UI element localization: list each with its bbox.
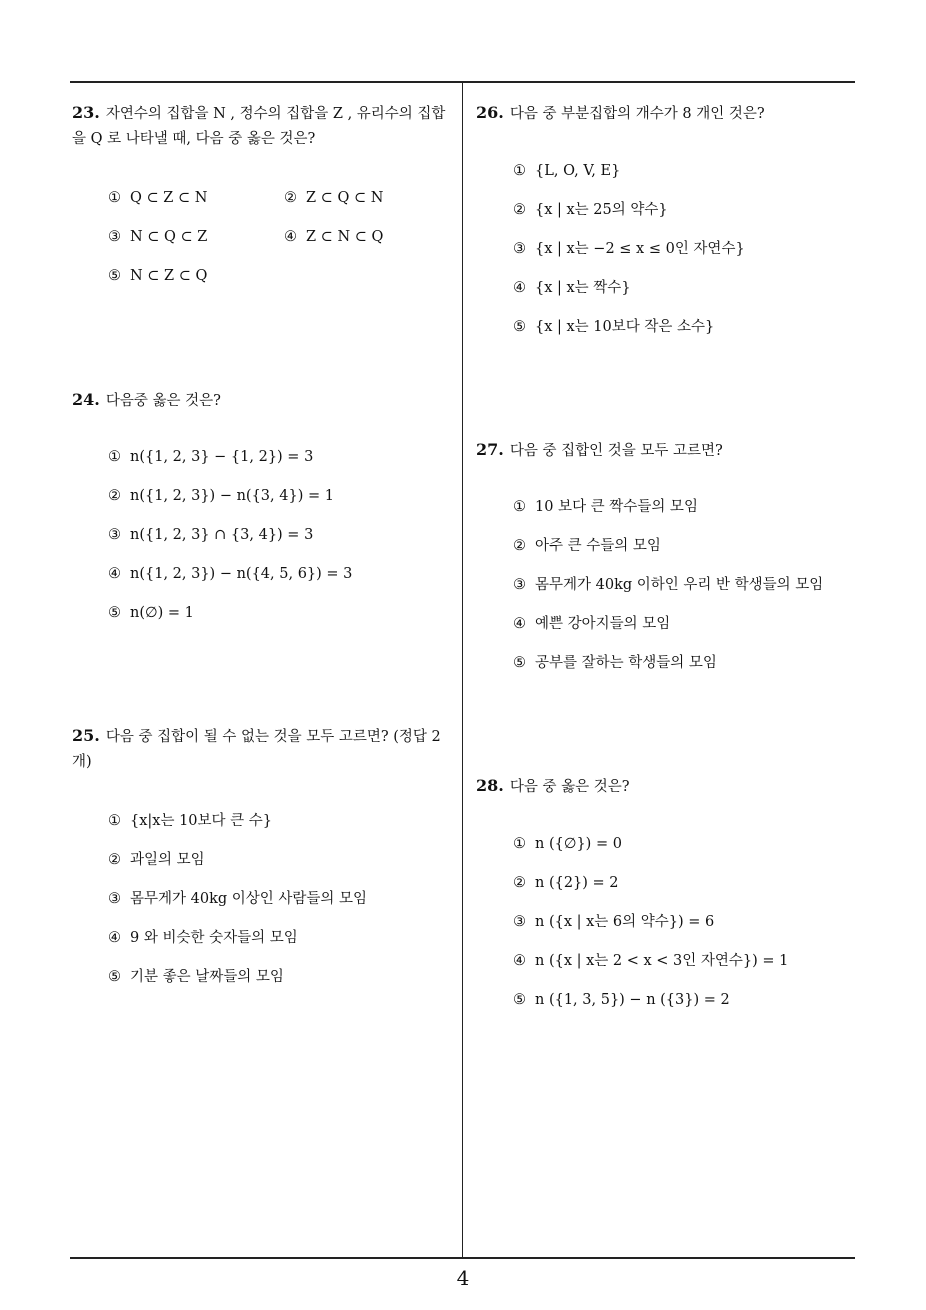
option-mark: ① — [108, 449, 121, 465]
option-mark: ① — [108, 813, 121, 829]
option-text: Z ⊂ N ⊂ Q — [306, 229, 384, 245]
option-text: 몸무게가 40kg 이하인 우리 반 학생들의 모임 — [535, 577, 824, 593]
option-mark: ⑤ — [513, 319, 526, 335]
option-mark: ③ — [513, 577, 526, 593]
option-mark: ④ — [108, 566, 121, 582]
option-2[interactable] — [513, 535, 661, 557]
question-stem: 다음 중 부분집합의 개수가 8 개인 것은? — [509, 106, 765, 122]
question-stem: 다음 중 집합이 될 수 없는 것을 모두 고르면? (정답 2개) — [72, 729, 441, 770]
option-text: Z ⊂ Q ⊂ N — [306, 190, 384, 206]
option-text: {x | x는 10보다 작은 소수} — [535, 319, 715, 335]
option-text: n ({x | x는 6의 약수}) = 6 — [535, 914, 715, 930]
bottom-rule — [70, 1257, 855, 1259]
question-stem: 다음 중 옳은 것은? — [509, 779, 630, 795]
option-mark: ③ — [108, 527, 121, 543]
page-number: 4 — [456, 1266, 470, 1290]
option-text: n ({∅}) = 0 — [535, 836, 622, 852]
option-mark: ② — [513, 202, 526, 218]
question-number: 23. — [72, 103, 100, 122]
question-25 — [72, 723, 456, 775]
option-4[interactable] — [108, 563, 352, 585]
option-1[interactable] — [108, 446, 313, 468]
option-mark: ⑤ — [108, 268, 121, 284]
option-1[interactable] — [513, 160, 620, 182]
question-23 — [72, 100, 456, 152]
option-mark: ④ — [513, 953, 526, 969]
option-1[interactable] — [513, 496, 698, 518]
option-text: {x | x는 짝수} — [535, 280, 631, 296]
option-text: n ({x | x는 2 < x < 3인 자연수}) = 1 — [535, 953, 789, 969]
option-text: {L, O, V, E} — [535, 163, 621, 179]
option-text: 예쁜 강아지들의 모임 — [535, 616, 671, 632]
option-text: n ({1, 3, 5}) − n ({3}) = 2 — [535, 992, 730, 1008]
option-2[interactable] — [108, 485, 334, 507]
option-1[interactable] — [108, 810, 272, 832]
option-2[interactable] — [108, 849, 205, 871]
option-5[interactable] — [108, 602, 194, 624]
option-text: 공부를 잘하는 학생들의 모임 — [535, 655, 717, 671]
option-3[interactable] — [513, 911, 714, 933]
option-text: 9 와 비슷한 숫자들의 모임 — [130, 930, 298, 946]
option-4[interactable] — [513, 277, 631, 299]
question-26 — [476, 100, 856, 127]
option-text: 과일의 모임 — [130, 852, 205, 868]
option-3[interactable] — [108, 226, 207, 248]
option-2[interactable] — [513, 872, 619, 894]
column-divider — [462, 83, 463, 1257]
option-mark: ⑤ — [513, 992, 526, 1008]
option-2[interactable] — [513, 199, 668, 221]
option-text: n({1, 2, 3} ∩ {3, 4}) = 3 — [130, 527, 314, 543]
option-mark: ③ — [513, 914, 526, 930]
option-text: n ({2}) = 2 — [535, 875, 619, 891]
option-mark: ⑤ — [108, 969, 121, 985]
question-number: 27. — [476, 440, 504, 459]
option-2[interactable] — [284, 187, 383, 209]
option-text: n({1, 2, 3}) − n({4, 5, 6}) = 3 — [130, 566, 353, 582]
option-mark: ② — [513, 875, 526, 891]
option-mark: ③ — [513, 241, 526, 257]
question-stem: 자연수의 집합을 N , 정수의 집합을 Z , 유리수의 집합을 Q 로 나타낼 때, 다음 중 옳은 것은? — [72, 106, 446, 147]
option-text: n(∅) = 1 — [130, 605, 194, 621]
option-mark: ① — [513, 163, 526, 179]
option-text: {x | x는 −2 ≤ x ≤ 0인 자연수} — [535, 241, 745, 257]
option-text: Q ⊂ Z ⊂ N — [130, 190, 208, 206]
option-4[interactable] — [513, 950, 788, 972]
option-5[interactable] — [108, 966, 284, 988]
option-text: {x|x는 10보다 큰 수} — [130, 813, 273, 829]
option-3[interactable] — [513, 238, 745, 260]
option-text: 몸무게가 40kg 이상인 사람들의 모임 — [130, 891, 368, 907]
question-27 — [476, 437, 856, 464]
option-3[interactable] — [108, 524, 313, 546]
option-mark: ② — [108, 852, 121, 868]
question-number: 26. — [476, 103, 504, 122]
option-mark: ③ — [108, 891, 121, 907]
question-stem: 다음 중 집합인 것을 모두 고르면? — [509, 443, 723, 459]
option-4[interactable] — [108, 927, 298, 949]
option-mark: ③ — [108, 229, 121, 245]
option-mark: ⑤ — [108, 605, 121, 621]
option-1[interactable] — [108, 187, 207, 209]
question-number: 25. — [72, 726, 100, 745]
option-text: n({1, 2, 3}) − n({3, 4}) = 1 — [130, 488, 334, 504]
option-4[interactable] — [284, 226, 383, 248]
option-mark: ① — [108, 190, 121, 206]
option-4[interactable] — [513, 613, 670, 635]
option-text: N ⊂ Q ⊂ Z — [130, 229, 208, 245]
option-3[interactable] — [108, 888, 367, 910]
option-1[interactable] — [513, 833, 622, 855]
option-text: {x | x는 25의 약수} — [535, 202, 668, 218]
question-number: 28. — [476, 776, 504, 795]
option-mark: ② — [513, 538, 526, 554]
option-5[interactable] — [108, 265, 207, 287]
question-28 — [476, 773, 856, 800]
option-text: n({1, 2, 3} − {1, 2}) = 3 — [130, 449, 314, 465]
option-mark: ④ — [284, 229, 297, 245]
option-mark: ④ — [108, 930, 121, 946]
option-mark: ⑤ — [513, 655, 526, 671]
option-mark: ② — [284, 190, 297, 206]
option-text: 10 보다 큰 짝수들의 모임 — [535, 499, 698, 515]
option-mark: ② — [108, 488, 121, 504]
option-5[interactable] — [513, 316, 714, 338]
option-mark: ① — [513, 499, 526, 515]
option-mark: ① — [513, 836, 526, 852]
option-mark: ④ — [513, 280, 526, 296]
question-24 — [72, 387, 456, 414]
option-text: 기분 좋은 날짜들의 모임 — [130, 969, 284, 985]
option-mark: ④ — [513, 616, 526, 632]
question-number: 24. — [72, 390, 100, 409]
option-text: 아주 큰 수들의 모임 — [535, 538, 661, 554]
option-text: N ⊂ Z ⊂ Q — [130, 268, 208, 284]
question-stem: 다음중 옳은 것은? — [105, 393, 221, 409]
option-5[interactable] — [513, 989, 730, 1011]
option-5[interactable] — [513, 652, 717, 674]
option-3[interactable] — [513, 574, 823, 596]
